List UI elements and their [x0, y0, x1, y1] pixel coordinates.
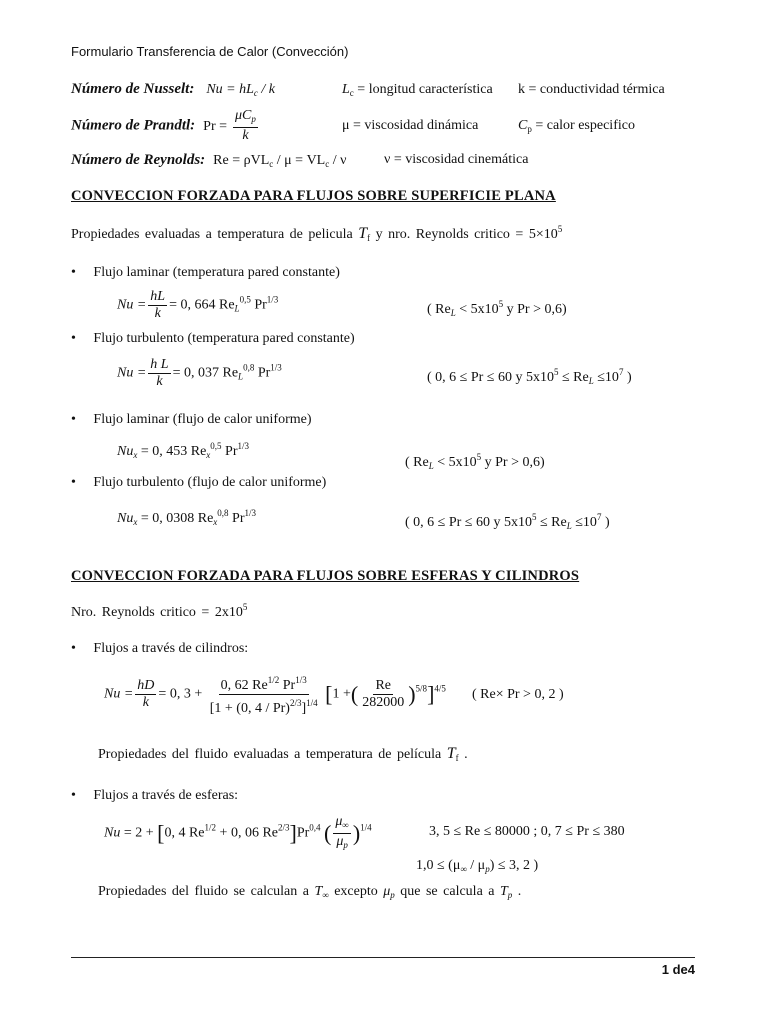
- footer-divider: [71, 957, 695, 958]
- eq-laminar-uniform-flux: $Nu_x = 0$, 453 $Re_x^{0,5}$ $Pr^{1/3}$: [117, 441, 250, 460]
- eq-spheres: Nu = 2 + [0, 4 $Re^{1/2} + 0$, 06 $Re^{2/3}]Pr^{0,4}$ ( $\frac{\mu_\infty}{\mu_p}$ )$^{1/4}$: [104, 814, 372, 850]
- document-title: Formulario Transferencia de Calor (Convección): [71, 44, 349, 59]
- list-item: • Flujo laminar (temperatura pared constante): [71, 265, 340, 280]
- nusselt-equation: $Nu = hL_c / k$: [206, 82, 276, 98]
- reynolds-definition: [71, 151, 346, 169]
- list-item: • Flujos a través de esferas:: [71, 788, 239, 803]
- eq-laminar-const-temp: Nu = $\frac{hL}{k}$ = 0, 664 $Re_L^{0,5}$ $Pr^{1/3}$: [117, 289, 279, 321]
- section-flat-plate-title: CONVECCION FORZADA PARA FLUJOS SOBRE SUPERFICIE PLANA: [71, 188, 556, 204]
- page-number: 1 de4: [661, 962, 695, 977]
- cond-laminar-uniform-flux: ( $Re_L < 5x10^5$ y Pr > 0,6): [405, 452, 545, 471]
- eq-turbulent-uniform-flux: $Nu_x = 0$, 0308 $Re_x^{0,8}$ $Pr^{1/3}$: [117, 508, 257, 527]
- cond-cylinders: ( Re× Pr > 0, 2 ): [472, 687, 564, 702]
- cond-turbulent-uniform-flux: ( 0, 6 ≤ Pr ≤ 60 y $5x10^5 \le Re_L \le 10^7$ ): [405, 512, 610, 531]
- cond-turbulent-const-temp: ( 0, 6 ≤ Pr ≤ 60 y $5x10^5 \le Re_L \le 10^7$ ): [427, 367, 632, 386]
- nusselt-label: Número de Nusselt:: [71, 81, 195, 97]
- prandtl-fraction: $\frac{\mu C_p}{k}$: [235, 108, 256, 143]
- cylinder-properties-note: Propiedades del fluido evaluadas a temperatura de película $T_f$ .: [98, 745, 468, 763]
- list-item: • Flujos a través de cilindros:: [71, 641, 249, 656]
- cond-laminar-const-temp: ( $Re_L < 5x10^5$ y Pr > 0,6): [427, 299, 567, 318]
- flat-plate-intro: Propiedades evaluadas a temperatura de pelicula $T_f$ y nro. Reynolds critico = $5\times 10^5$: [71, 224, 563, 243]
- cond-spheres-1: 3, 5 ≤ Re ≤ 80000 ; 0, 7 ≤ Pr ≤ 380: [429, 824, 625, 839]
- cp-definition: $C_p$ = calor especifico: [518, 118, 635, 134]
- prandtl-definition: Número de Prandtl: Pr = $\frac{\mu C_p}{k}$: [71, 108, 256, 143]
- prandtl-label: Número de Prandtl:: [71, 117, 196, 134]
- mu-definition: μ = viscosidad dinámica: [342, 118, 479, 133]
- section-spheres-cylinders-title: CONVECCION FORZADA PARA FLUJOS SOBRE ESFERAS Y CILINDROS: [71, 568, 580, 584]
- k-definition: k = conductividad térmica: [518, 82, 665, 97]
- list-item: • Flujo turbulento (flujo de calor uniforme): [71, 475, 327, 490]
- reynolds-equation: $Re = \rho VL_c / \mu = VL_c / \nu$: [213, 153, 347, 169]
- list-item: • Flujo turbulento (temperatura pared constante): [71, 331, 355, 346]
- reynolds-label: Número de Reynolds:: [71, 152, 206, 168]
- list-item: • Flujo laminar (flujo de calor uniforme): [71, 412, 312, 427]
- critical-reynolds: Nro. Reynolds critico = $2x10^5$: [71, 602, 248, 620]
- lc-definition: $L_c$ = longitud característica: [342, 82, 493, 98]
- eq-cylinders: Nu = $\frac{hD}{k}$ = 0, 3 + $\frac{0, 62 Re^{1/2} Pr^{1/3}}{[1 + (0, 4 / Pr)^{2/3}]^{1/4}}$ [1 +( $\frac{Re}{282000}$ )$^{5/8}$]$^{4/5}$: [104, 672, 446, 717]
- nusselt-definition: [71, 80, 275, 98]
- nu-kin-definition: ν = viscosidad cinemática: [384, 152, 529, 167]
- eq-turbulent-const-temp: Nu = $\frac{\text{h L}}{k}$ = 0, 037 $Re_L^{0,8}$ $Pr^{1/3}$: [117, 357, 282, 389]
- cond-spheres-2: $1,0 \le (\mu_\infty / \mu_p) \le 3$, 2 ): [416, 858, 539, 874]
- sphere-properties-note: Propiedades del fluido se calculan a $T_\infty$ excepto $\mu_p$ que se calcula a $T_p$ .: [98, 884, 522, 900]
